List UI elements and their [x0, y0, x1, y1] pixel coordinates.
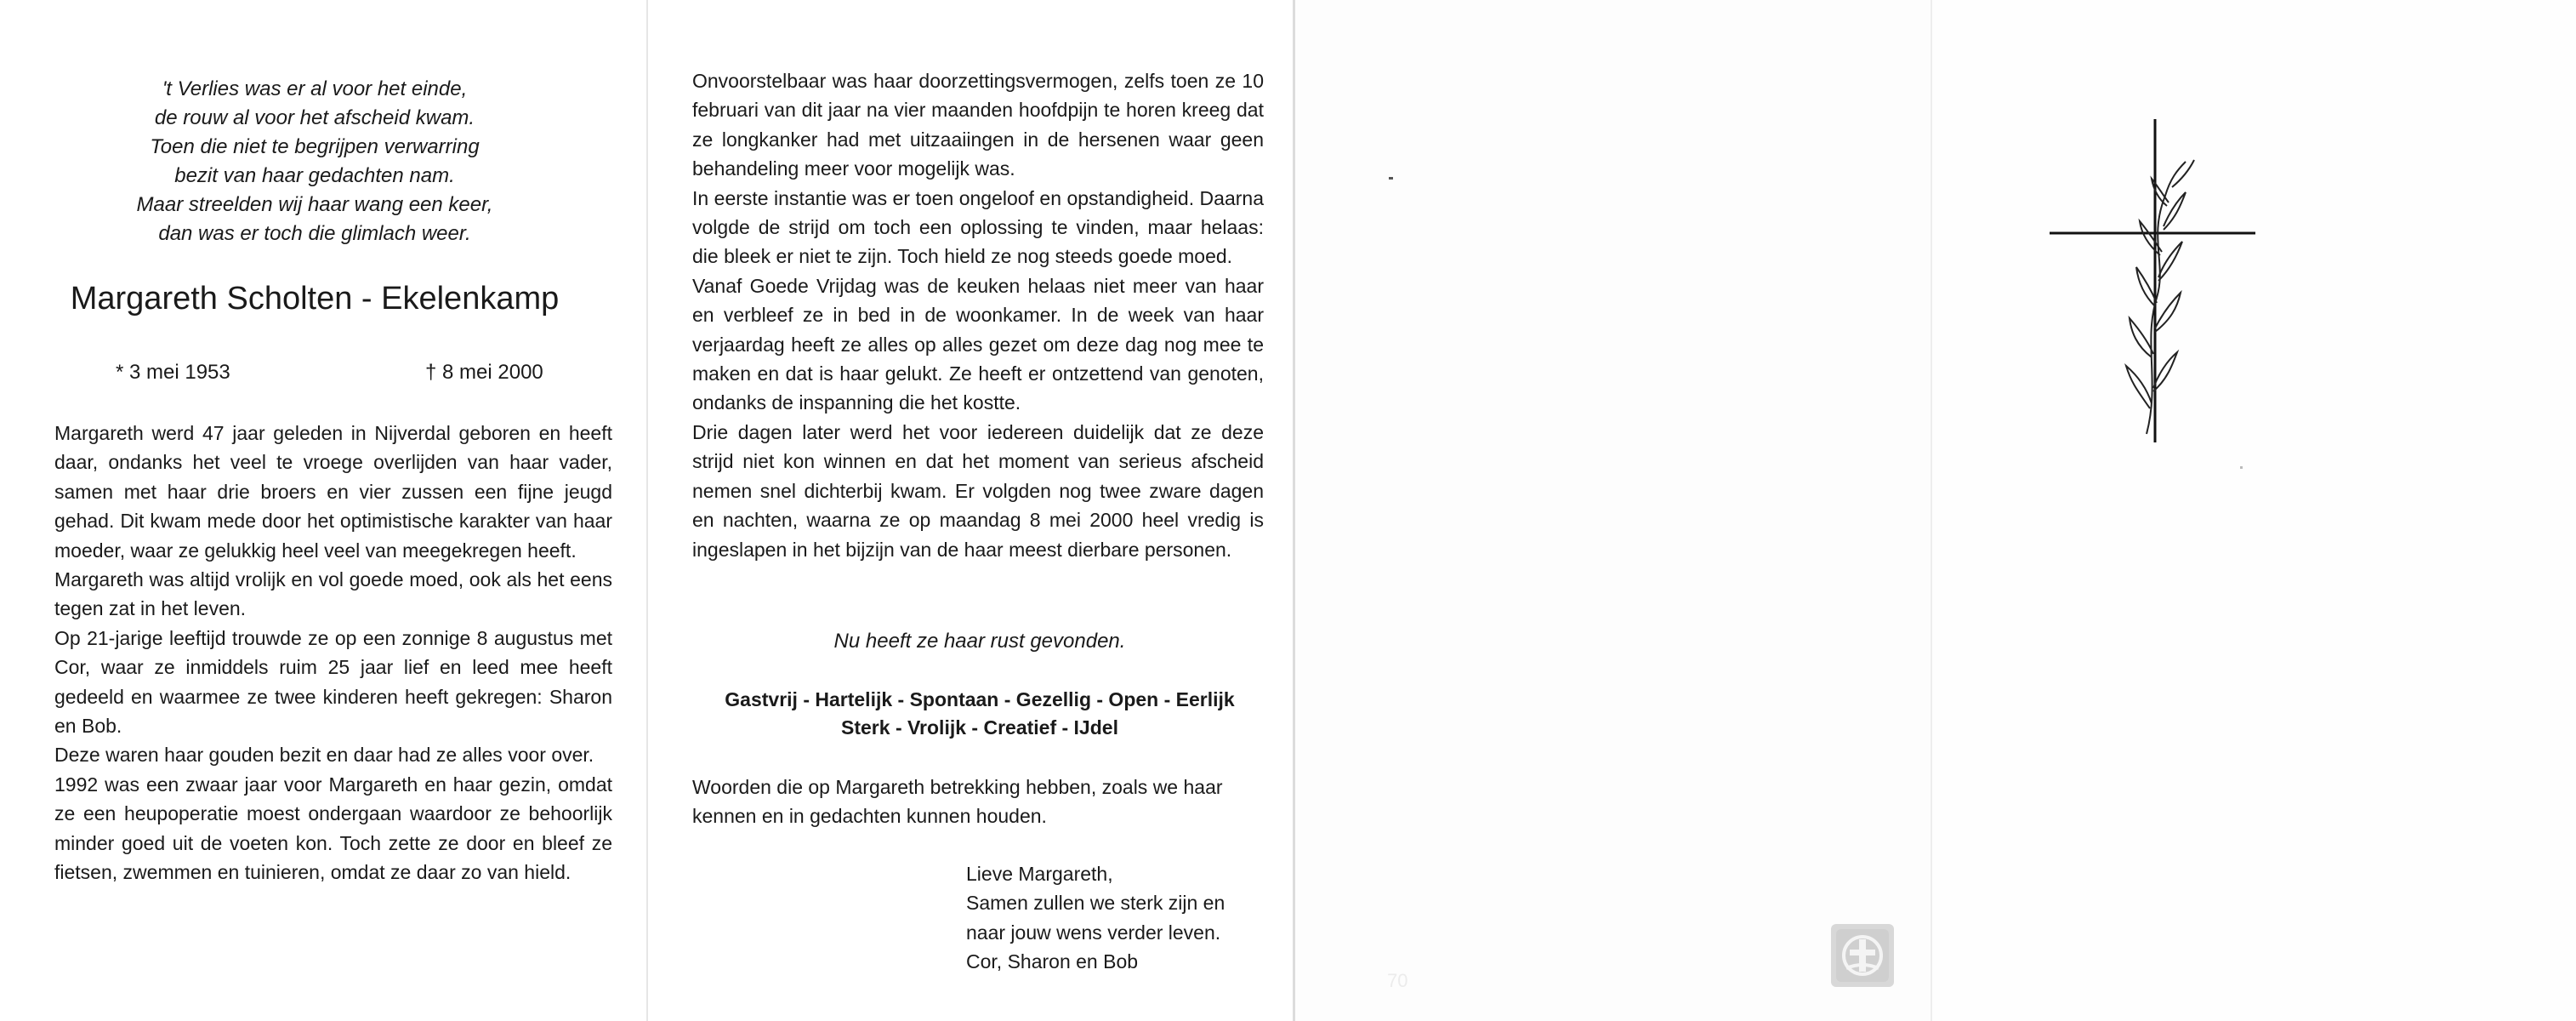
poem-line: Toen die niet te begrijpen verwarring — [150, 135, 480, 158]
faint-print-number: 70 — [1387, 970, 1408, 991]
traits-line: Sterk - Vrolijk - Creatief - IJdel — [841, 716, 1118, 739]
cross-with-palm-branch-icon — [2043, 111, 2272, 451]
card-panel-blank-back — [1293, 0, 1931, 1021]
biography-paragraph: Op 21-jarige leeftijd trouwde ze op een zonnige 8 augustus met Cor, waar ze inmiddels ruim 25 jaar lief en leed mee heeft gedeeld en waarmee ze twee kinderen heeft gekregen: Sharon en Bob. — [54, 626, 612, 738]
story-paragraph: In eerste instantie was er toen ongeloof en opstandigheid. Daarna volgde de strijd om toch een oplossing te vinden, maar helaas: die bleek er niet te zijn. Toch hield ze nog steeds goede moed. — [692, 186, 1264, 268]
poem-line: bezit van haar gedachten nam. — [174, 164, 455, 187]
traits-line: Gastvrij - Hartelijk - Spontaan - Gezellig - Open - Eerlijk — [725, 688, 1235, 710]
card-panel-cover — [1931, 0, 2576, 1021]
rest-line: Nu heeft ze haar rust gevonden. — [833, 630, 1126, 653]
traits — [648, 686, 1311, 742]
story-paragraph: Vanaf Goede Vrijdag was de keuken helaas niet meer van haar en verbleef ze in bed in de woonkamer. In de week van haar verjaardag heeft ze alles op alles gezet om deze dag nog mee te maken en dat is haar gelukt. Ze heeft er ontzettend van genoten, ondanks de inspanning die het kostte. — [692, 274, 1264, 414]
deceased-name: Margareth Scholten - Ekelenkamp — [70, 281, 560, 317]
biography — [54, 419, 612, 887]
words-caption: Woorden die op Margareth betrekking hebben, zoals we haar kennen en in gedachten kunnen houden. — [692, 776, 1223, 828]
closing-line: Samen zullen we sterk zijn en — [966, 892, 1225, 915]
poem-line: 't Verlies was er al voor het einde, — [162, 77, 468, 100]
biography-paragraph: Deze waren haar gouden bezit en daar had ze alles voor over. — [54, 744, 594, 767]
death-date: † 8 mei 2000 — [425, 361, 543, 384]
biography-paragraph: Margareth was altijd vrolijk en vol goede moed, ook als het eens tegen zat in het leven. — [54, 568, 612, 620]
illness-story — [692, 66, 1264, 564]
biography-paragraph: 1992 was een zwaar jaar voor Margareth en haar gezin, omdat ze een heupoperatie moest ondergaan waardoor ze behoorlijk minder goed uit de voeten kon. Toch zette ze door en bleef ze fietsen, zwemmen en tuinieren, omdat ze daar zo van hield. — [54, 773, 612, 884]
story-paragraph: Onvoorstelbaar was haar doorzettingsvermogen, zelfs toen ze 10 februari van dit jaar na vier maanden hoofdpijn te horen kreeg dat ze longkanker had met uitzaaiingen in de hersenen waar geen behandeling meer voor mogelijk was. — [692, 70, 1264, 180]
paper-speck — [2240, 466, 2243, 469]
paper-speck — [1389, 177, 1393, 180]
card-panel-front-left — [0, 0, 646, 1021]
closing-line: naar jouw wens verder leven. — [966, 921, 1221, 944]
closing-line: Lieve Margareth, — [966, 863, 1113, 885]
poem-line: dan was er toch die glimlach weer. — [158, 222, 471, 245]
closing-line: Cor, Sharon en Bob — [966, 950, 1139, 973]
card-panel-inner-text — [646, 0, 1293, 1021]
poem — [77, 75, 553, 248]
birth-date: * 3 mei 1953 — [116, 361, 230, 384]
poem-line: Maar streelden wij haar wang een keer, — [136, 193, 493, 216]
story-paragraph: Drie dagen later werd het voor iedereen duidelijk dat ze deze strijd niet kon winnen en dat het moment van serieus afscheid nemen snel dichterbij kwam. Er volgden nog twee zware dagen en nachten, waarna ze op maandag 8 mei 2000 heel vredig is ingeslapen in het bijzijn van de haar meest dierbare personen. — [692, 420, 1264, 561]
closing-message — [966, 859, 1289, 977]
poem-line: de rouw al voor het afscheid kwam. — [154, 106, 475, 129]
printer-emblem-icon — [1831, 924, 1894, 987]
biography-paragraph: Margareth werd 47 jaar geleden in Nijverdal geboren en heeft daar, ondanks het veel te vroege overlijden van haar vader, samen met haar drie broers en vier zussen een fijne jeugd gehad. Dit kwam mede door het optimistische karakter van haar moeder, waar ze gelukkig heel veel van meegekregen heeft. — [54, 422, 612, 562]
